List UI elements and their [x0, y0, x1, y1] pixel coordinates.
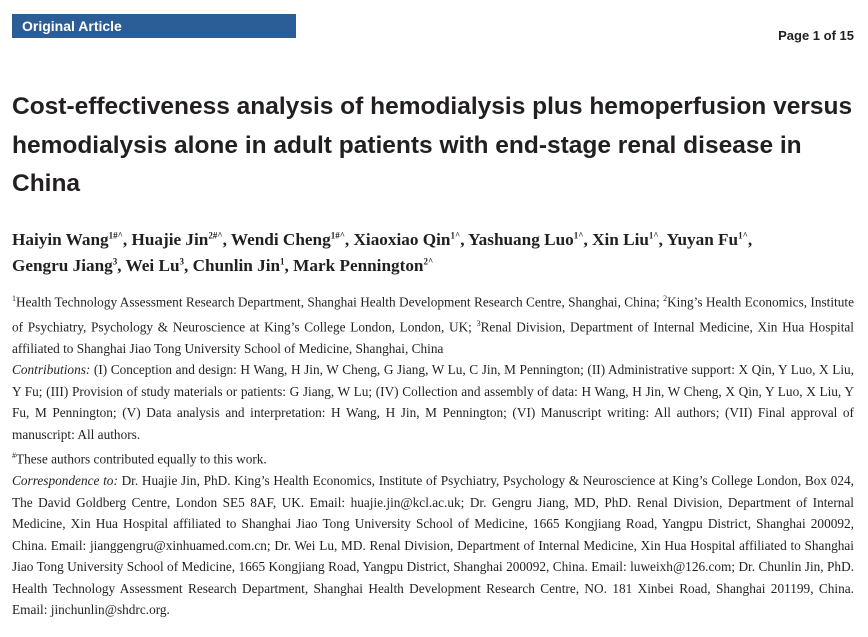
- article-title: Cost-effectiveness analysis of hemodialysis plus hemoperfusion versus hemodialysis alone in adult patients with end-stage renal disease in China: [12, 93, 853, 197]
- author: Wei Lu$^3$,: [125, 256, 193, 276]
- correspondence-label: Correspondence to:: [12, 473, 118, 489]
- author: Wendi Cheng$^{1\#\^{}}$,: [230, 229, 354, 249]
- article-type-badge: Original Article: [12, 14, 296, 38]
- author: Xiaoxiao Qin$^{1\^{}}$,: [353, 229, 469, 249]
- author: Huajie Jin$^{2\#\^{}}$,: [131, 229, 231, 249]
- equal-contribution-note: #These authors contributed equally to this work.: [12, 451, 267, 467]
- author: Yashuang Luo$^{1\^{}}$,: [468, 229, 593, 249]
- front-matter: [12, 288, 854, 621]
- author: Gengru Jiang$^3$,: [12, 256, 126, 276]
- correspondence: Correspondence to: Dr. Huajie Jin, PhD. King’s Health Economics, Institute of Psychiatry, Psychology & Neuroscience at King’s College London, Box 024, The David Goldberg Centre, London SE5 8AF, UK. Email: huajie.jin@kcl.ac.uk; Dr. Gengru Jiang, MD, PhD. Renal Division, Department of Internal Medicine, Xin Hua Hospital affiliated to Shanghai Jiao Tong University School of Medicine, 1665 Kongjiang Road, Yangpu District, Shanghai 200092, China. Email: jianggengru@xinhuamed.com.cn; Dr. Wei Lu, MD. Renal Division, Department of Internal Medicine, Xin Hua Hospital affiliated to Shanghai Jiao Tong University School of Medicine, 1665 Kongjiang Road, Yangpu District, Shanghai 200092, China. Email: luweixh@126.com; Dr. Chunlin Jin, PhD. Health Technology Assessment Research Department, Shanghai Health Development Research Centre, NO. 181 Xinbei Road, Shanghai 201199, China. Email: jinchunlin@shdrc.org.: [12, 473, 854, 618]
- contributions: Contributions: (I) Conception and design: H Wang, H Jin, W Cheng, G Jiang, W Lu, C Jin, M Pennington; (II) Administrative support: X Qin, Y Luo, X Liu, Y Fu; (III) Provision of study materials or patients: G Jiang, W Lu; (IV) Collection and assembly of data: H Wang, H Jin, W Cheng, X Qin, Y Luo, X Liu, Y Fu, M Pennington; (V) Data analysis and interpretation: H Wang, H Jin, M Pennington; (VI) Manuscript writing: All authors; (VII) Final approval of manuscript: All authors.: [12, 362, 854, 442]
- author: Yuyan $Fu^{1\^{}}$,: [666, 229, 753, 249]
- author: Haiyin Wang$^{1\#\^{}}$,: [12, 229, 132, 249]
- author: Chunlin Jin$^1$,: [192, 256, 294, 276]
- author: Mark Pennington$^{2\^{}}$: [293, 256, 434, 276]
- author-list: [12, 224, 862, 277]
- contributions-label: Contributions:: [12, 362, 91, 378]
- affiliations: $^1$Health Technology Assessment Research Department, Shanghai Health Development Research Centre, Shanghai, China; $^2$King’s Health Economics, Institute of Psychiatry, Psychology & Neuroscience at King’s College London, London, UK; $^3$Renal Division, Department of Internal Medicine, Xin Hua Hospital affiliated to Shanghai Jiao Tong University School of Medicine, Shanghai, China: [12, 294, 854, 356]
- page-number: Page 1 of 15: [778, 28, 854, 43]
- author: Xin Liu$^{1\^{}}$,: [592, 229, 667, 249]
